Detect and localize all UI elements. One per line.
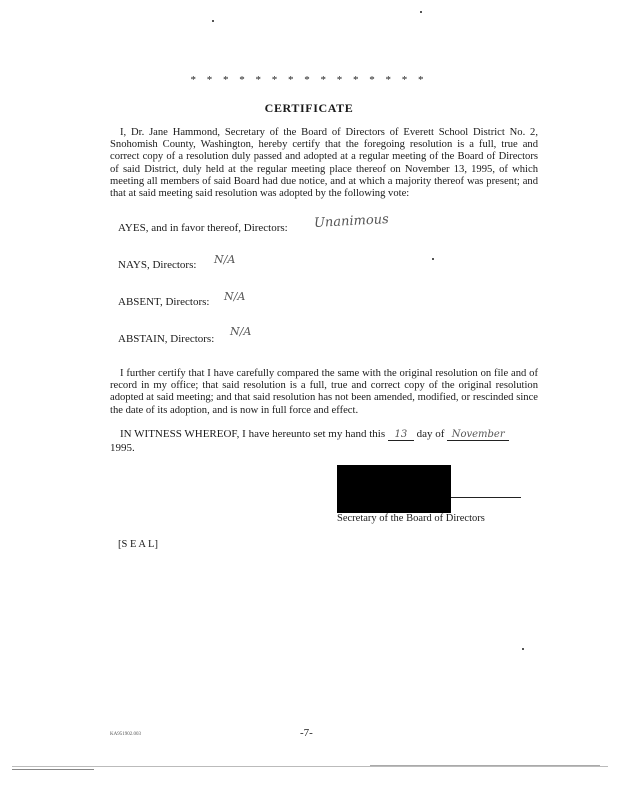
certificate-title: CERTIFICATE [264, 101, 354, 115]
ayes-row [118, 222, 288, 234]
seal-label: [S E A L] [118, 539, 158, 550]
witness-line [120, 428, 509, 441]
page-number: -7- [300, 727, 313, 739]
witness-prefix: IN WITNESS WHEREOF, I have hereunto set my hand this [120, 428, 386, 440]
nays-handwritten-value: N/A [214, 253, 236, 266]
scan-edge-line [12, 766, 608, 767]
absent-row [118, 296, 209, 308]
scan-speck [212, 20, 214, 22]
ayes-label: AYES, and in favor thereof, Directors: [118, 222, 288, 234]
witness-month-value: November [447, 429, 509, 441]
abstain-row [118, 333, 214, 345]
witness-day-of: day of [416, 428, 445, 440]
footer-document-code: KA951902.003 [110, 732, 141, 737]
witness-year: 1995. [110, 442, 135, 454]
abstain-handwritten-value: N/A [230, 325, 252, 338]
scan-edge-line [370, 765, 600, 766]
witness-day-value: 13 [388, 429, 414, 441]
abstain-label: ABSTAIN, Directors: [118, 333, 215, 345]
scan-speck [432, 258, 434, 260]
ayes-handwritten-value: Unanimous [313, 212, 390, 231]
absent-handwritten-value: N/A [224, 290, 246, 303]
signature-caption: Secretary of the Board of Directors [337, 513, 485, 524]
scan-speck [420, 11, 422, 13]
further-certify-paragraph: I further certify that I have carefully compared the same with the original resolution on file and of record in my office; that said resolution is a full, true and correct copy of the original resolution adopted at said meeting; and that said resolution has not been amended, modified, or rescinded since the date of its adoption, and is now in full force and effect. [110, 368, 538, 416]
signature-line [451, 497, 521, 498]
absent-label: ABSENT, Directors: [118, 296, 210, 308]
scan-speck [522, 648, 524, 650]
star-divider: * * * * * * * * * * * * * * * [190, 74, 428, 86]
nays-label: NAYS, Directors: [118, 259, 197, 271]
nays-row [118, 259, 196, 271]
scan-edge-line [12, 769, 94, 770]
redacted-signature [337, 465, 451, 513]
certificate-intro-paragraph: I, Dr. Jane Hammond, Secretary of the Board of Directors of Everett School District No. 2, Snohomish County, Washington, hereby certify that the foregoing resolution is a full, true and correct copy of a resolution duly passed and adopted at a regular meeting of the Board of Directors of said District, duly held at the regular meeting place thereof on November 13, 1995, of which meeting all members of said Board had due notice, and at which a majority thereof was present; and that at said meeting said resolution was adopted by the following vote: [110, 127, 538, 200]
